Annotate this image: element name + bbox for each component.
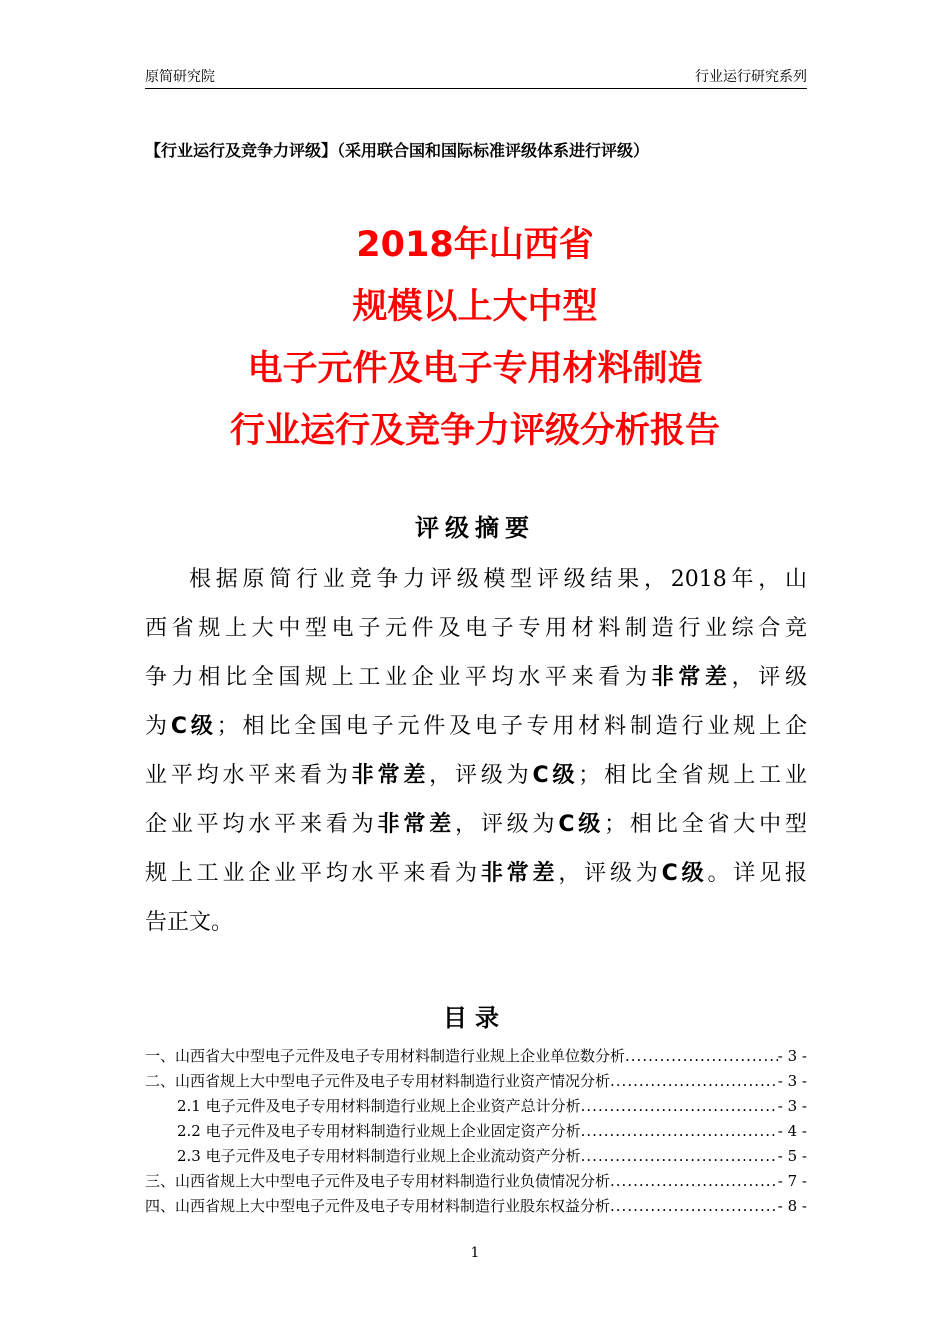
summary-text: 。详见报 [707, 861, 807, 886]
toc-leader-dots [625, 1044, 778, 1069]
summary-text: 业平均水平来看为 [145, 763, 352, 788]
toc-entry[interactable] [145, 1169, 807, 1194]
rating-verdict: 非常差 [351, 763, 430, 788]
summary-line [145, 898, 807, 947]
summary-text: 规上工业企业平均水平来看为 [145, 861, 481, 886]
toc-leader-dots [610, 1194, 778, 1219]
toc-leader-dots [581, 1119, 778, 1144]
summary-line [145, 751, 807, 800]
summary-text: 西省规上大中型电子元件及电子专用材料制造行业综合竞 [145, 616, 807, 641]
toc-entry-page: - 3 - [777, 1072, 807, 1090]
toc-leader-dots [581, 1094, 778, 1119]
summary-text: 争力相比全国规上工业企业平均水平来看为 [145, 665, 652, 690]
summary-text: 企业平均水平来看为 [145, 812, 378, 837]
rating-grade: C级 [532, 763, 579, 788]
toc-entry[interactable] [145, 1119, 807, 1144]
toc-leader-dots [610, 1169, 778, 1194]
toc-entry-page: - 7 - [777, 1172, 807, 1190]
header-series-name: 行业运行研究系列 [695, 69, 807, 85]
toc-leader-dots [581, 1144, 778, 1169]
header-org-name: 原简研究院 [145, 69, 215, 85]
summary-text: ；相比全省规上工业 [578, 763, 807, 788]
toc-entry-title: 四、山西省规上大中型电子元件及电子专用材料制造行业股东权益分析 [145, 1197, 611, 1215]
title-line: 2018年山西省 [356, 225, 594, 265]
page-number: 1 [470, 1245, 480, 1261]
summary-line [145, 702, 807, 751]
summary-text: ，评级 [731, 665, 807, 690]
summary-line [145, 849, 807, 898]
toc-entry-page: - 3 - [777, 1097, 807, 1115]
summary-line [145, 555, 807, 604]
rating-grade: C级 [170, 714, 217, 739]
summary-heading: 评级摘要 [415, 514, 535, 542]
summary-text: ，评级为 [429, 763, 533, 788]
toc-entry[interactable] [145, 1144, 807, 1169]
title-line: 电子元件及电子专用材料制造 [247, 349, 703, 389]
summary-line [145, 604, 807, 653]
toc-entry-title: 二、山西省规上大中型电子元件及电子专用材料制造行业资产情况分析 [145, 1072, 611, 1090]
summary-text: ；相比全省大中型 [604, 812, 807, 837]
summary-text: ；相比全国电子元件及电子专用材料制造行业规上企 [216, 714, 807, 739]
rating-grade: C级 [558, 812, 605, 837]
toc-entry[interactable] [145, 1069, 807, 1094]
rating-verdict: 非常差 [480, 861, 559, 886]
title-line: 行业运行及竞争力评级分析报告 [229, 411, 720, 451]
toc-entry-title: 2.1 电子元件及电子专用材料制造行业规上企业资产总计分析 [177, 1097, 581, 1115]
rating-system-note: 【行业运行及竞争力评级】（采用联合国和国际标准评级体系进行评级） [145, 141, 650, 160]
summary-text: 为 [145, 714, 171, 739]
table-of-contents [145, 1044, 807, 1219]
toc-entry[interactable] [145, 1094, 807, 1119]
toc-entry-title: 2.2 电子元件及电子专用材料制造行业规上企业固定资产分析 [177, 1122, 581, 1140]
summary-text: 告正文。 [145, 910, 234, 935]
toc-entry-title: 一、山西省大中型电子元件及电子专用材料制造行业规上企业单位数分析 [145, 1047, 626, 1065]
toc-entry-title: 三、山西省规上大中型电子元件及电子专用材料制造行业负债情况分析 [145, 1172, 611, 1190]
summary-text: ，评级为 [454, 812, 559, 837]
rating-verdict: 非常差 [651, 665, 732, 690]
page-header [145, 64, 807, 89]
summary-line [145, 800, 807, 849]
rating-verdict: 非常差 [377, 812, 455, 837]
summary-paragraph [145, 555, 807, 947]
rating-grade: C级 [661, 861, 708, 886]
toc-entry-page: - 3 - [777, 1047, 807, 1065]
toc-entry-page: - 8 - [777, 1197, 807, 1215]
toc-entry[interactable] [145, 1044, 807, 1069]
summary-text: ，评级为 [558, 861, 662, 886]
report-title [0, 214, 950, 462]
summary-text: 根据原简行业竞争力评级模型评级结果，2018年，山 [189, 567, 807, 592]
toc-entry[interactable] [145, 1194, 807, 1219]
toc-leader-dots [610, 1069, 778, 1094]
toc-entry-page: - 4 - [777, 1122, 807, 1140]
toc-entry-title: 2.3 电子元件及电子专用材料制造行业规上企业流动资产分析 [177, 1147, 581, 1165]
toc-heading: 目录 [443, 1004, 507, 1032]
toc-entry-page: - 5 - [777, 1147, 807, 1165]
title-line: 规模以上大中型 [352, 287, 598, 327]
summary-line [145, 653, 807, 702]
